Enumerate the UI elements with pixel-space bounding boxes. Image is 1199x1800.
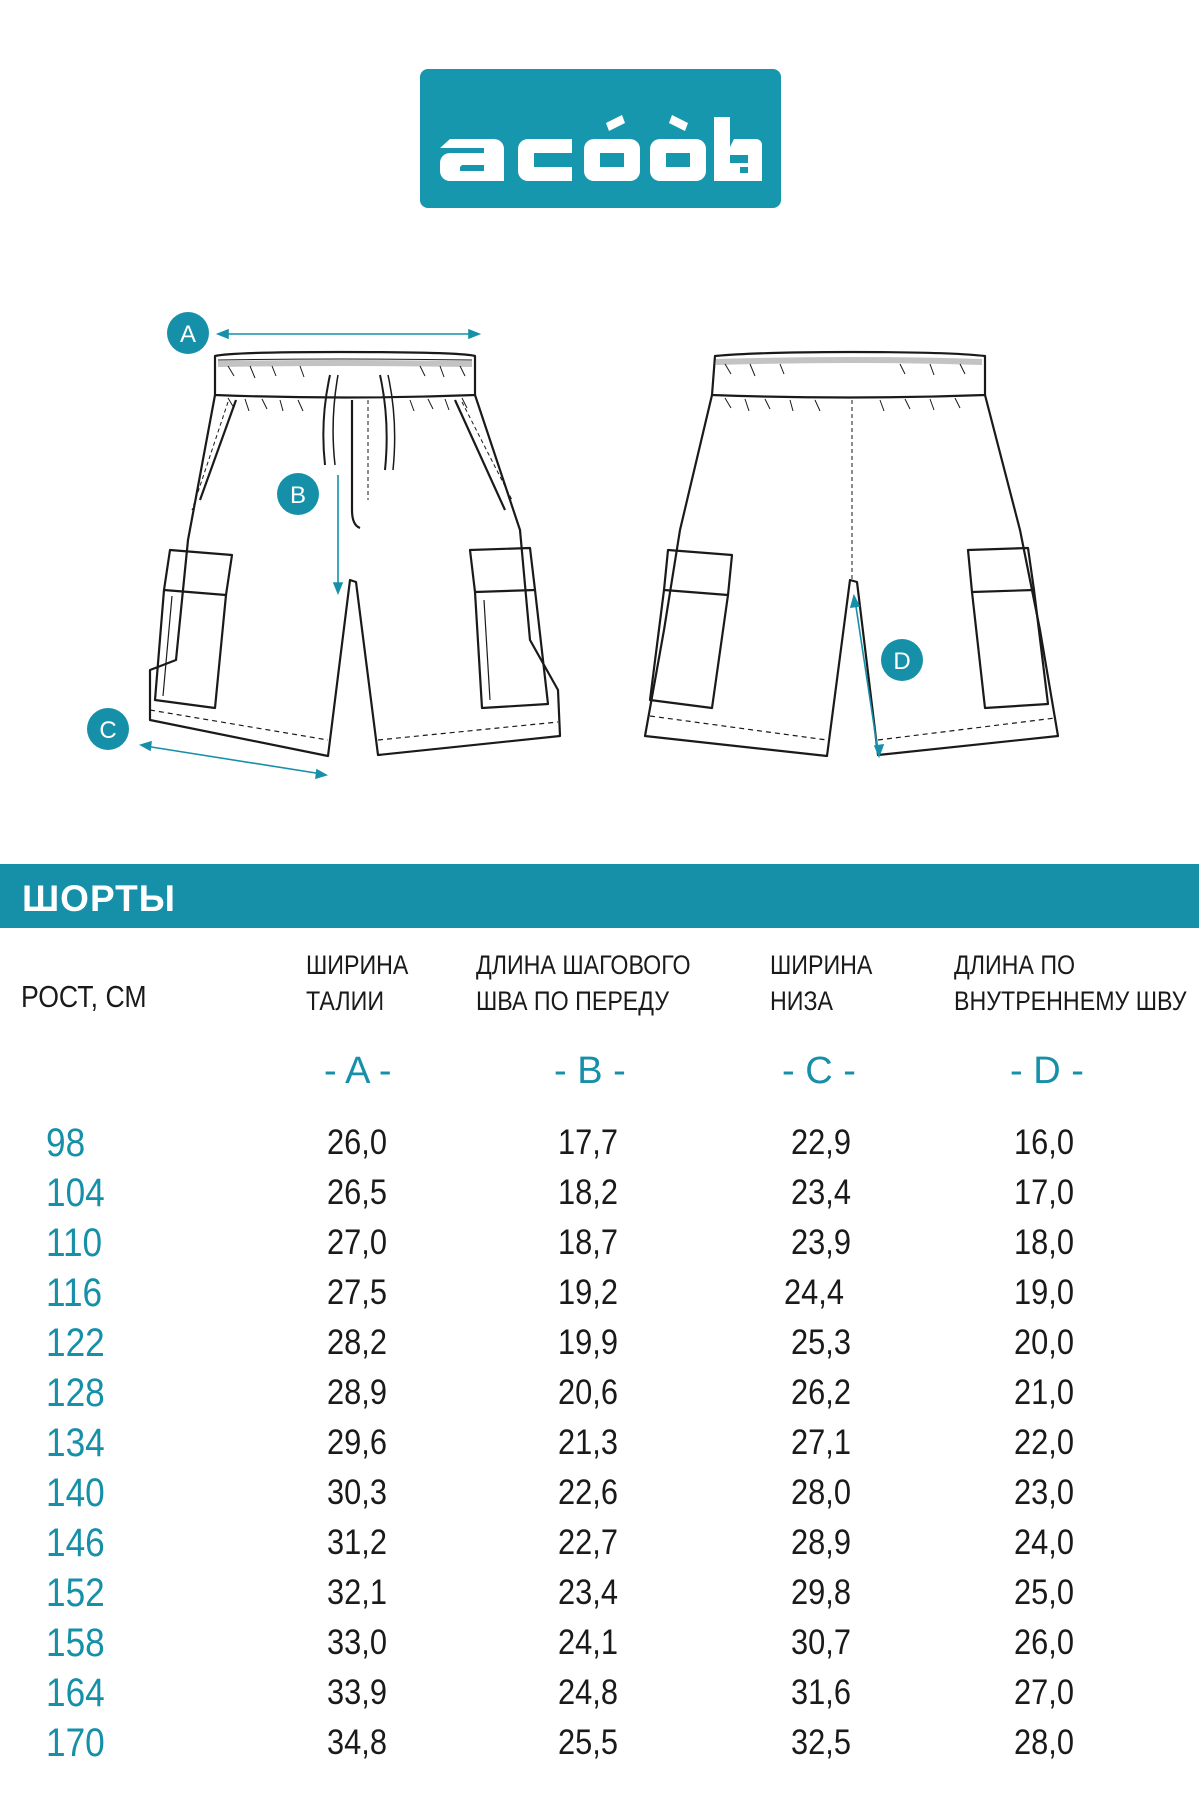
cell-b: 18,2 xyxy=(558,1173,618,1212)
height-cell: 140 xyxy=(46,1471,105,1515)
cell-d: 17,0 xyxy=(1014,1173,1074,1212)
cell-c: 23,4 xyxy=(791,1173,851,1212)
height-cell: 104 xyxy=(46,1171,105,1215)
col-b-header xyxy=(476,947,691,1019)
cell-a: 30,3 xyxy=(327,1473,387,1512)
col-d-code: - D - xyxy=(1010,1050,1084,1092)
cell-d: 16,0 xyxy=(1014,1123,1074,1162)
cell-a: 27,5 xyxy=(327,1273,387,1312)
height-cell: 146 xyxy=(46,1521,105,1565)
height-cell: 134 xyxy=(46,1421,105,1465)
cell-d: 24,0 xyxy=(1014,1523,1074,1562)
col-c-line2: НИЗА xyxy=(770,986,833,1016)
table-row xyxy=(0,1368,1199,1418)
cell-b: 17,7 xyxy=(558,1123,618,1162)
table-row xyxy=(0,1318,1199,1368)
cell-b: 23,4 xyxy=(558,1573,618,1612)
col-a-line2: ТАЛИИ xyxy=(306,986,385,1016)
cell-b: 25,5 xyxy=(558,1723,618,1762)
cell-c: 27,1 xyxy=(791,1423,851,1462)
cell-d: 28,0 xyxy=(1014,1723,1074,1762)
height-cell: 110 xyxy=(46,1221,103,1265)
cell-d: 21,0 xyxy=(1014,1373,1074,1412)
cell-c: 29,8 xyxy=(791,1573,851,1612)
cell-a: 28,9 xyxy=(327,1373,387,1412)
cell-a: 33,0 xyxy=(327,1623,387,1662)
height-cell: 158 xyxy=(46,1621,105,1665)
col-a-code: - A - xyxy=(324,1050,392,1092)
cell-b: 18,7 xyxy=(558,1223,618,1262)
cell-b: 21,3 xyxy=(558,1423,618,1462)
cell-a: 29,6 xyxy=(327,1423,387,1462)
cell-d: 22,0 xyxy=(1014,1423,1074,1462)
col-d-line1: ДЛИНА ПО xyxy=(954,950,1076,980)
height-cell: 128 xyxy=(46,1371,105,1415)
table-row xyxy=(0,1468,1199,1518)
cell-b: 22,7 xyxy=(558,1523,618,1562)
shorts-technical-drawing xyxy=(0,300,1199,790)
cell-a: 27,0 xyxy=(327,1223,387,1262)
col-a-line1: ШИРИНА xyxy=(306,950,409,980)
cell-c: 26,2 xyxy=(791,1373,851,1412)
table-row xyxy=(0,1268,1199,1318)
cell-d: 18,0 xyxy=(1014,1223,1074,1262)
table-row xyxy=(0,1118,1199,1168)
cell-b: 20,6 xyxy=(558,1373,618,1412)
cell-c: 22,9 xyxy=(791,1123,851,1162)
height-header: РОСТ, СМ xyxy=(21,979,147,1014)
cell-b: 24,8 xyxy=(558,1673,618,1712)
cell-a: 31,2 xyxy=(327,1523,387,1562)
height-cell: 170 xyxy=(46,1721,105,1765)
cell-a: 34,8 xyxy=(327,1723,387,1762)
cell-d: 25,0 xyxy=(1014,1573,1074,1612)
cell-d: 27,0 xyxy=(1014,1673,1074,1712)
height-cell: 98 xyxy=(46,1121,86,1165)
cell-c: 32,5 xyxy=(791,1723,851,1762)
col-a-header xyxy=(306,947,408,1019)
label-d: D xyxy=(893,648,911,675)
cell-c: 25,3 xyxy=(791,1323,851,1362)
cell-c: 28,0 xyxy=(791,1473,851,1512)
brand-logo xyxy=(420,69,781,208)
height-cell: 164 xyxy=(46,1671,105,1715)
table-row xyxy=(0,1618,1199,1668)
table-row xyxy=(0,1568,1199,1618)
cell-b: 19,9 xyxy=(558,1323,618,1362)
cell-a: 33,9 xyxy=(327,1673,387,1712)
height-cell: 152 xyxy=(46,1571,105,1615)
cell-d: 19,0 xyxy=(1014,1273,1074,1312)
col-d-line2: ВНУТРЕННЕМУ ШВУ xyxy=(954,986,1187,1016)
table-row xyxy=(0,1168,1199,1218)
label-c: C xyxy=(99,717,117,744)
front-body xyxy=(150,395,560,756)
col-c-header xyxy=(770,947,872,1019)
table-row xyxy=(0,1718,1199,1768)
cell-c: 24,4 xyxy=(784,1273,844,1312)
cell-c: 31,6 xyxy=(791,1673,851,1712)
label-b: B xyxy=(289,482,307,509)
height-cell: 122 xyxy=(46,1321,105,1365)
cell-d: 23,0 xyxy=(1014,1473,1074,1512)
cell-a: 26,5 xyxy=(327,1173,387,1212)
label-a: A xyxy=(179,321,197,348)
table-row xyxy=(0,1668,1199,1718)
cell-c: 23,9 xyxy=(791,1223,851,1262)
col-b-line1: ДЛИНА ШАГОВОГО xyxy=(476,950,691,980)
table-title: ШОРТЫ xyxy=(22,878,176,919)
cell-d: 20,0 xyxy=(1014,1323,1074,1362)
table-row xyxy=(0,1218,1199,1268)
cell-b: 19,2 xyxy=(558,1273,618,1312)
col-d-header xyxy=(954,947,1186,1019)
cell-c: 30,7 xyxy=(791,1623,851,1662)
cell-b: 24,1 xyxy=(558,1623,618,1662)
cell-c: 28,9 xyxy=(791,1523,851,1562)
col-c-code: - C - xyxy=(782,1050,856,1092)
cell-a: 28,2 xyxy=(327,1323,387,1362)
cell-a: 26,0 xyxy=(327,1123,387,1162)
cell-b: 22,6 xyxy=(558,1473,618,1512)
table-row xyxy=(0,1418,1199,1468)
cell-d: 26,0 xyxy=(1014,1623,1074,1662)
height-cell: 116 xyxy=(46,1271,103,1315)
col-b-line2: ШВА ПО ПЕРЕДУ xyxy=(476,986,670,1016)
shorts-sketch-icon xyxy=(0,300,1199,790)
col-c-line1: ШИРИНА xyxy=(770,950,873,980)
table-title-band xyxy=(0,864,1199,928)
cell-a: 32,1 xyxy=(327,1573,387,1612)
table-row xyxy=(0,1518,1199,1568)
acoola-logo-icon xyxy=(420,69,781,208)
col-b-code: - B - xyxy=(554,1050,626,1092)
